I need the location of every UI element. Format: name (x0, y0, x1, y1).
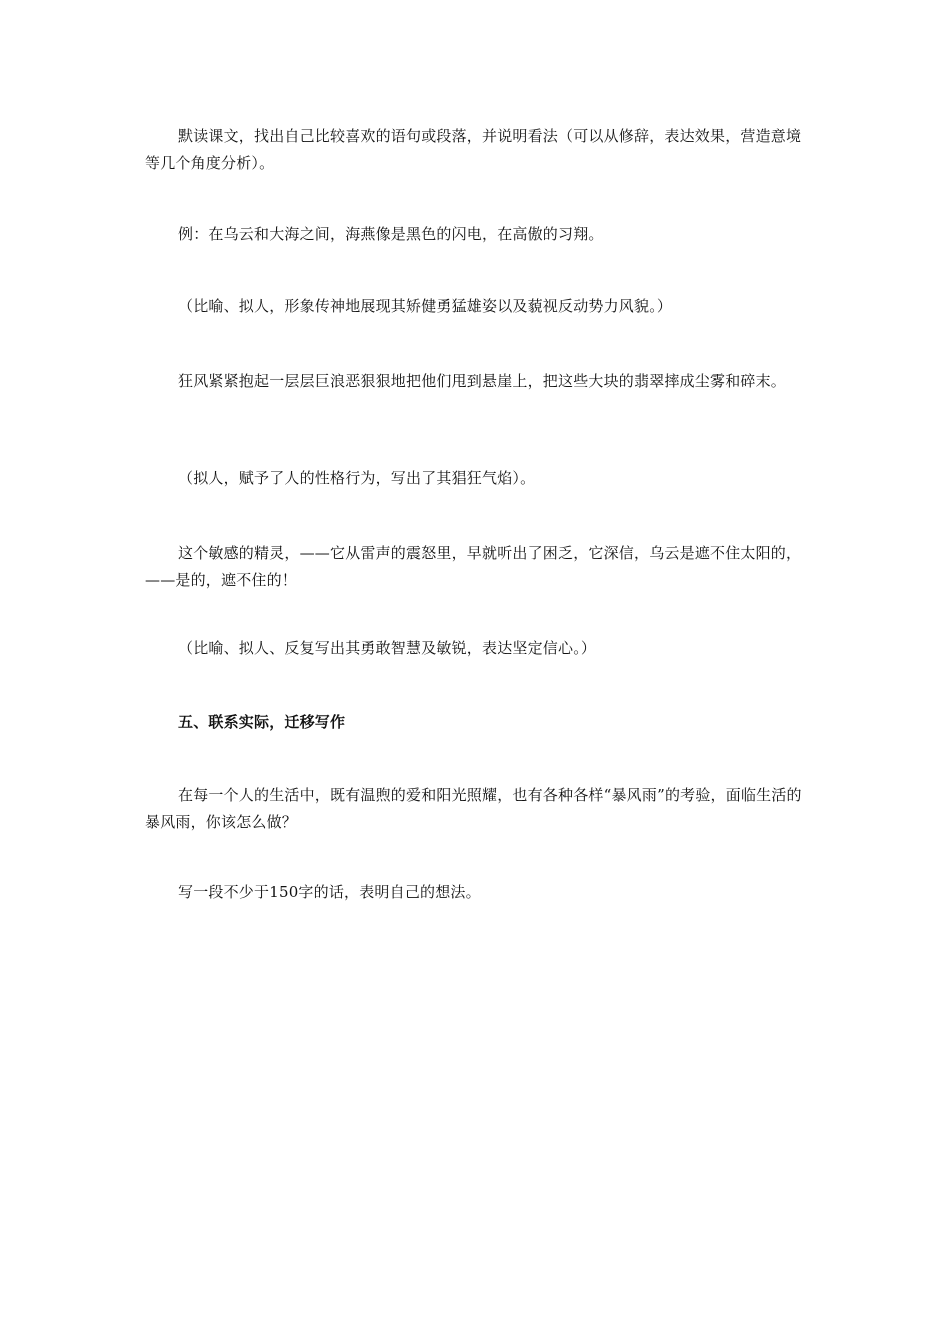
paragraph-quote-wind: 狂风紧紧抱起一层层巨浪恶狠狠地把他们甩到悬崖上，把这些大块的翡翠摔成尘雾和碎末。 (178, 372, 787, 390)
paragraph-instruction: 默读课文，找出自己比较喜欢的语句或段落，并说明看法（可以从修辞，表达效果，营造意境等几个角度分析）。 (145, 127, 802, 172)
paragraph-wind-analysis: （拟人，赋予了人的性格行为，写出了其猖狂气焰）。 (178, 469, 536, 487)
paragraph-example-analysis: （比喻、拟人，形象传神地展现其矫健勇猛雄姿以及藐视反动势力风貌。） (178, 297, 673, 315)
paragraph-writing-prompt: 在每一个人的生活中，既有温煦的爱和阳光照耀，也有各种各样“暴风雨”的考验，面临生活的暴风雨，你该怎么做？ (145, 786, 802, 831)
paragraph-writing-task: 写一段不少于150字的话，表明自己的想法。 (178, 883, 481, 901)
paragraph-example: 例：在乌云和大海之间，海燕像是黑色的闪电，在高傲的习翔。 (178, 225, 604, 243)
paragraph-spirit-analysis: （比喻、拟人、反复写出其勇敢智慧及敏锐，表达坚定信心。） (178, 639, 597, 657)
section-heading: 五、联系实际，迁移写作 (178, 713, 346, 731)
paragraph-quote-spirit: 这个敏感的精灵，——它从雷声的震怒里，早就听出了困乏，它深信，乌云是遮不住太阳的，——是的，遮不住的！ (145, 544, 802, 589)
